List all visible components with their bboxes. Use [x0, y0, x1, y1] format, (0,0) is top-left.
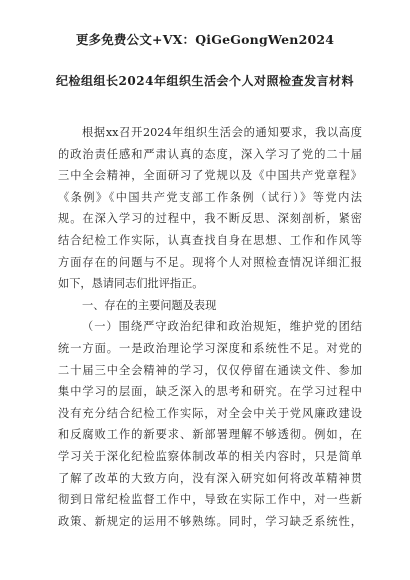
paragraph-line: 了解了改革的大致方向，没有深入研究如何将改革精神贯	[58, 471, 362, 485]
section-heading: 一、存在的主要问题及表现	[82, 298, 217, 312]
paragraph-line: 没有充分结合纪检工作实际，对全会中关于党风廉政建设	[58, 406, 362, 420]
paragraph-line: 集中学习的层面，缺乏深入的思考和研究。在学习过程中	[58, 385, 362, 399]
intro-line: 《条例》《中国共产党支部工作条例（试行）》等党内法	[58, 190, 362, 204]
intro-line: 三中全会精神，全面研习了党规以及《中国共产党章程》	[58, 169, 362, 183]
paragraph-line: 二十届三中全会精神的学习，仅仅停留在通读文件、参加	[58, 363, 362, 377]
intro-line: 方面存在的问题与不足。现将个人对照检查情况详细汇报	[58, 255, 362, 269]
paragraph-line: 彻到日常纪检监督工作中，导致在实际工作中，对一些新	[58, 493, 362, 507]
paragraph-line: 统一方面。一是政治理论学习深度和系统性不足。对党的	[58, 341, 362, 355]
paragraph-line: 和反腐败工作的新要求、新部署理解不够透彻。例如，在	[58, 428, 362, 442]
paragraph-line: 政策、新规定的运用不够熟练。同时，学习缺乏系统性，	[58, 514, 362, 528]
intro-line: 根据xx召开2024年组织生活会的通知要求，我以高度	[82, 126, 362, 139]
paragraph-line: （一）围绕严守政治纪律和政治规矩，维护党的团结	[82, 320, 362, 334]
promo-banner: 更多免费公文+VX：QiGeGongWen2024	[75, 32, 335, 47]
intro-line: 的政治责任感和严肃认真的态度，深入学习了党的二十届	[58, 147, 362, 161]
intro-line: 如下，恳请同志们批评指正。	[58, 277, 204, 291]
paragraph-line: 学习关于深化纪检监察体制改革的相关内容时，只是简单	[58, 449, 362, 463]
document-title: 纪检组组长2024年组织生活会个人对照检查发言材料	[56, 74, 354, 88]
intro-line: 规。在深入学习的过程中，我不断反思、深刻剖析，紧密	[58, 212, 362, 226]
document-body	[58, 122, 362, 532]
intro-line: 结合纪检工作实际，认真查找自身在思想、工作和作风等	[58, 233, 362, 247]
